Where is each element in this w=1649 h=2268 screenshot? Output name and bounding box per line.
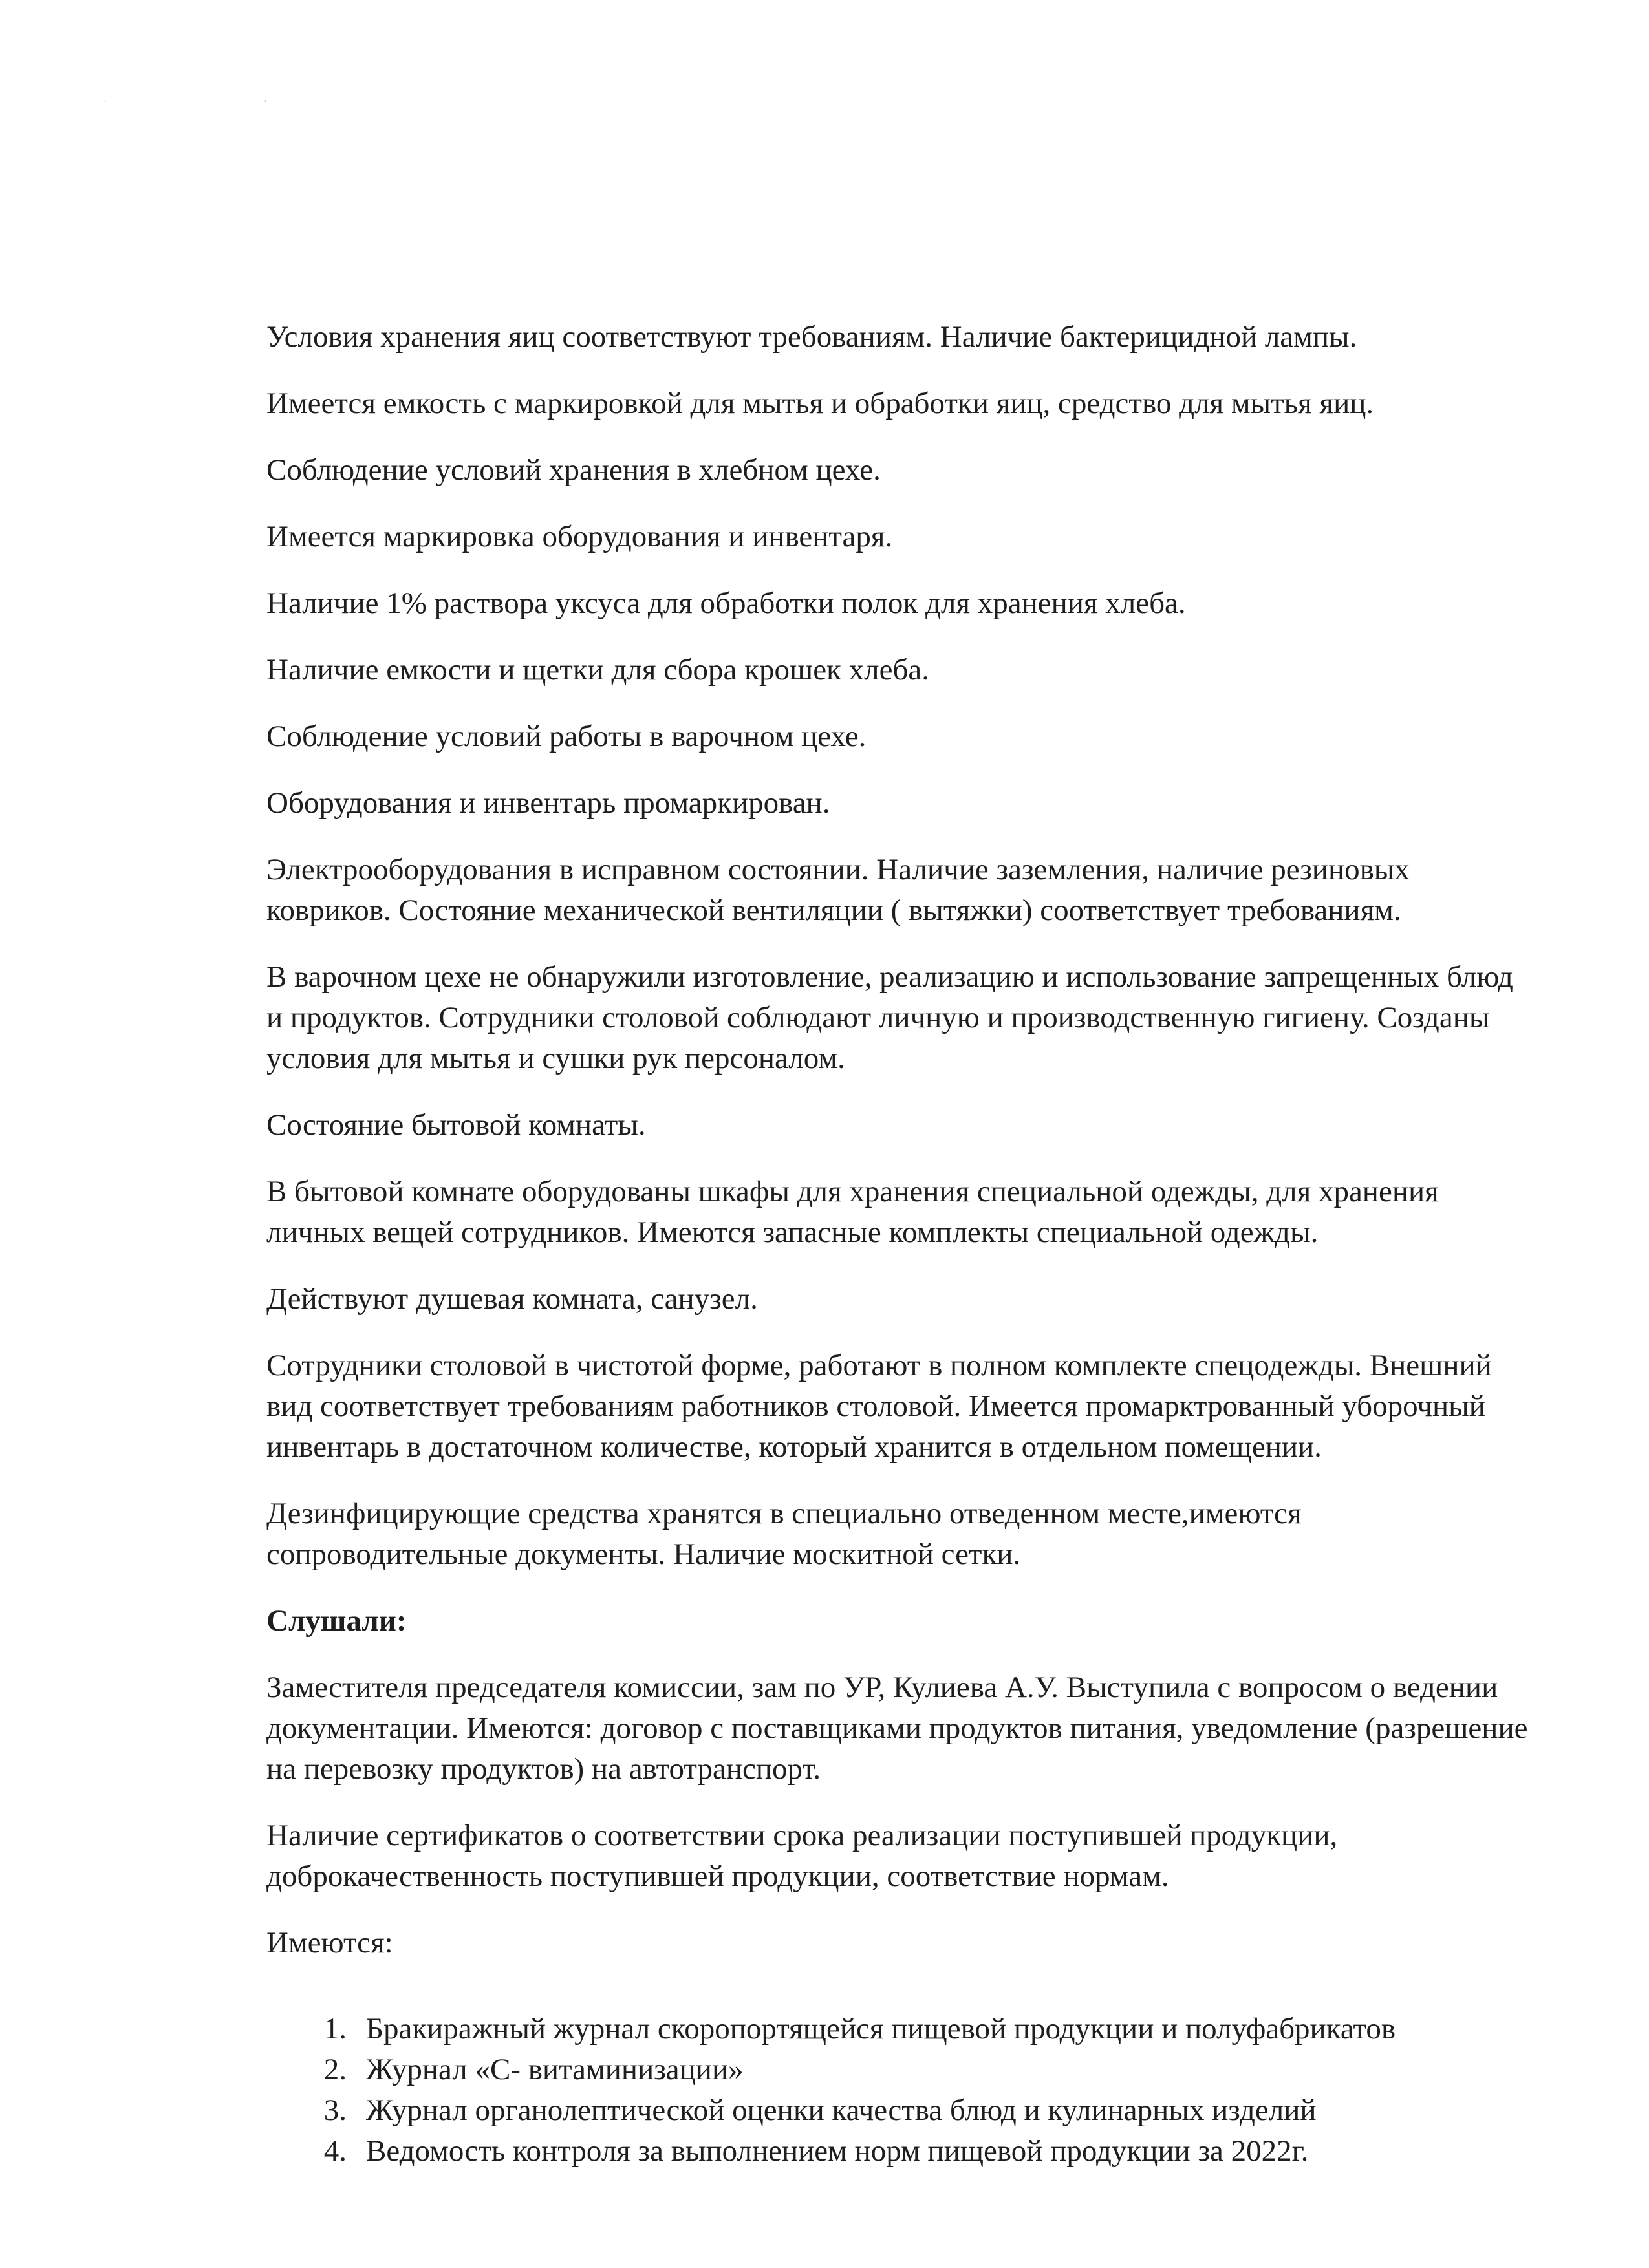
paragraph: В бытовой комнате оборудованы шкафы для хранения специальной одежды, для хранения личных вещей сотрудников. Имеются запасные комплекты специальной одежды. [266,1175,1439,1249]
paragraph: Электрооборудования в исправном состоянии. Наличие заземления, наличие резиновых ковриков. Состояние механической вентиляции ( вытяжки) соответствует требованиям. [266,853,1410,927]
journal-list [266,2009,1534,2172]
paragraph: Имеются: [266,1926,393,1960]
list-text: Бракиражный журнал скоропортящейся пищевой продукции и полуфабрикатов [366,2012,1396,2046]
list-text: Журнал органолептической оценки качества блюд и кулинарных изделий [366,2093,1317,2127]
paragraph: Оборудования и инвентарь промаркирован. [266,786,830,820]
paragraph: Наличие 1% раствора уксуса для обработки полок для хранения хлеба. [266,586,1186,620]
document-body [266,317,1534,2172]
paragraph: Имеется емкость с маркировкой для мытья и обработки яиц, средство для мытья яиц. [266,387,1374,420]
list-text: Ведомость контроля за выполнением норм пищевой продукции за 2022г. [366,2134,1309,2168]
paragraph: Наличие сертификатов о соответствии срока реализации поступившей продукции, доброкачественность поступившей продукции, соответствие нормам. [266,1819,1338,1893]
list-number: 3. [323,2093,347,2127]
paragraph: Имеется маркировка оборудования и инвентаря. [266,520,893,553]
list-item [266,2049,1534,2090]
scan-specks: · · [103,97,345,107]
paragraph: Заместителя председателя комиссии, зам по УР, Кулиева А.У. Выступила с вопросом о ведении документации. Имеются: договор с поставщиками продуктов питания, уведомление (разрешение на перевозку продуктов) на автотранспорт. [266,1671,1528,1786]
list-number: 2. [323,2053,347,2086]
list-number: 1. [323,2012,347,2046]
paragraph: Соблюдение условий работы в варочном цехе. [266,720,867,753]
paragraph: Действуют душевая комната, санузел. [266,1282,758,1316]
paragraph: Соблюдение условий хранения в хлебном цехе. [266,453,881,487]
list-text: Журнал «С- витаминизации» [366,2053,744,2086]
paragraph: В варочном цехе не обнаружили изготовление, реализацию и использование запрещенных блюд и продуктов. Сотрудники столовой соблюдают личную и производственную гигиену. Созданы условия для мытья и сушки рук персоналом. [266,960,1513,1075]
list-item [266,2090,1534,2131]
paragraph: Наличие емкости и щетки для сбора крошек хлеба. [266,653,929,687]
paragraph: Условия хранения яиц соответствуют требованиям. Наличие бактерицидной лампы. [266,320,1357,354]
paragraph: Дезинфицирующие средства хранятся в специально отведенном месте,имеются сопроводительные документы. Наличие москитной сетки. [266,1497,1302,1571]
paragraph: Сотрудники столовой в чистотой форме, работают в полном комплекте спецодежды. Внешний вид соответствует требованиям работников столовой. Имеется промарктрованный уборочный инвентарь в достаточном количестве, который хранится в отдельном помещении. [266,1349,1492,1464]
list-item [266,2131,1534,2172]
list-item [266,2009,1534,2049]
list-number: 4. [323,2134,347,2168]
paragraph: Состояние бытовой комнаты. [266,1108,646,1142]
section-heading: Слушали: [266,1604,407,1638]
